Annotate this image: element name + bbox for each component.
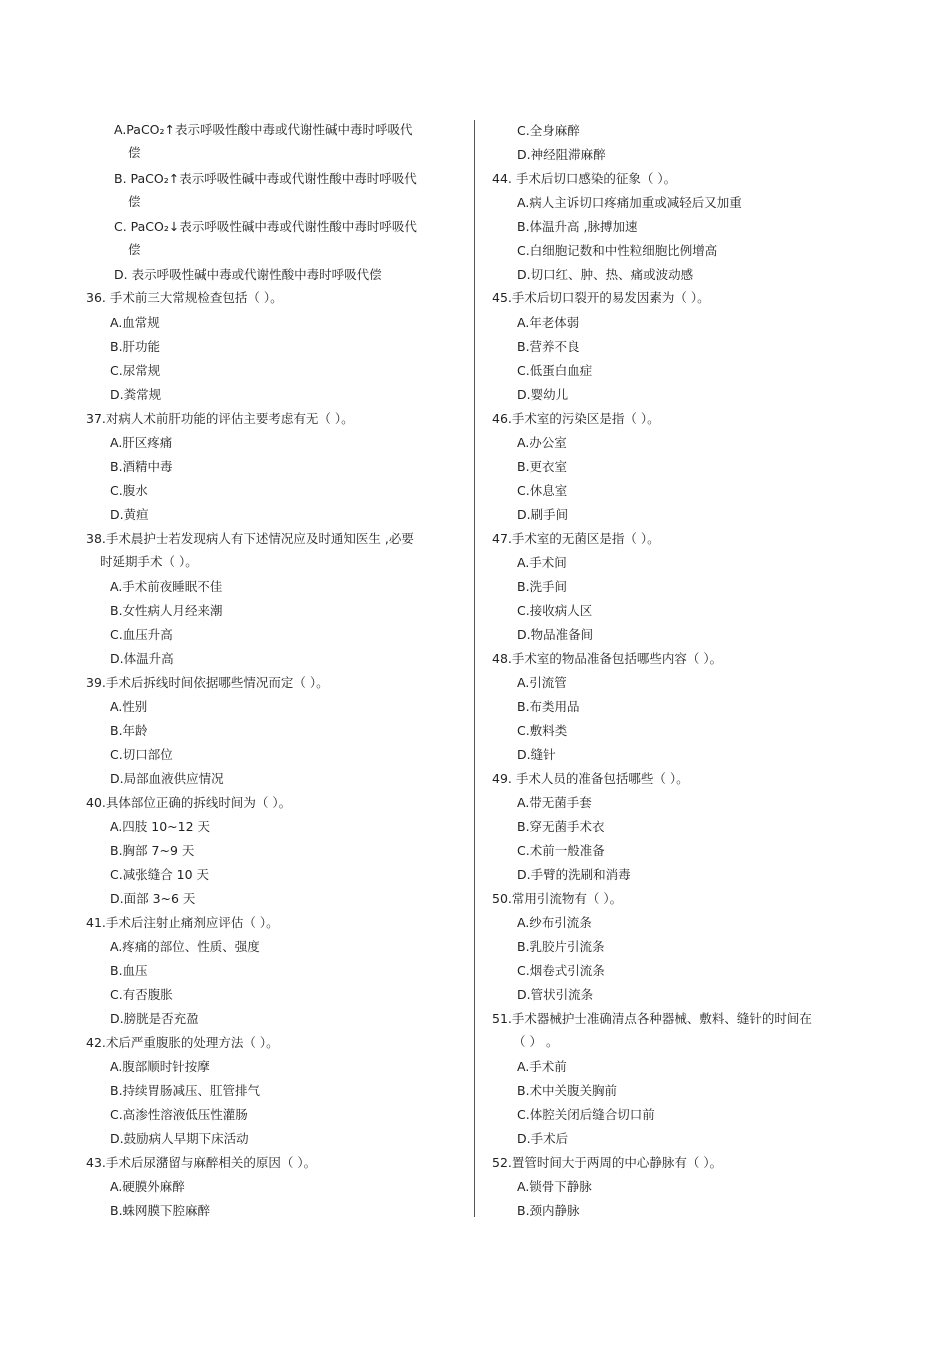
option-text: A.病人主诉切口疼痛加重或减轻后又加重 xyxy=(517,195,742,210)
option-text: B.穿无菌手术衣 xyxy=(517,819,605,834)
option-text: D.切口红、肿、热、痛或波动感 xyxy=(517,267,694,282)
option-text: A.硬膜外麻醉 xyxy=(110,1179,185,1194)
option-text: D.婴幼儿 xyxy=(517,387,569,402)
option-text: C.腹水 xyxy=(110,483,148,498)
option-text: A.纱布引流条 xyxy=(517,915,592,930)
option-text: B.布类用品 xyxy=(517,699,580,714)
option-text: C.切口部位 xyxy=(110,747,173,762)
option-text: B.洗手间 xyxy=(517,579,568,594)
option-text: B.营养不良 xyxy=(517,339,580,354)
option-text: D.黄疸 xyxy=(110,507,149,522)
option-text: C.术前一般准备 xyxy=(517,843,605,858)
option-text: C.白细胞记数和中性粒细胞比例增高 xyxy=(517,243,718,258)
option-text: A.引流管 xyxy=(517,675,567,690)
option-text: C.休息室 xyxy=(517,483,568,498)
option-text: A.性别 xyxy=(110,699,148,714)
option-text: C. PaCO₂↓表示呼吸性碱中毒或代谢性酸中毒时呼吸代 xyxy=(114,219,417,234)
option-text: D.面部 3~6 天 xyxy=(110,891,196,906)
option-text: 偿 xyxy=(128,194,141,209)
option-text: D.管状引流条 xyxy=(517,987,594,1002)
option-text: C.接收病人区 xyxy=(517,603,593,618)
option-text: B.术中关腹关胸前 xyxy=(517,1083,618,1098)
option-text: 偿 xyxy=(128,145,141,160)
question-stem: 46.手术室的污染区是指（ ）。 xyxy=(492,411,660,426)
option-text: D. 表示呼吸性碱中毒或代谢性酸中毒时呼吸代偿 xyxy=(114,267,382,282)
option-text: A.手术间 xyxy=(517,555,567,570)
option-text: B.体温升高 ,脉搏加速 xyxy=(517,219,638,234)
option-text: A.手术前夜睡眠不佳 xyxy=(110,579,223,594)
option-text: B.胸部 7~9 天 xyxy=(110,843,195,858)
option-text: C.低蛋白血症 xyxy=(517,363,593,378)
option-text: A.年老体弱 xyxy=(517,315,580,330)
question-stem: 51.手术器械护士准确清点各种器械、敷料、缝针的时间在 xyxy=(492,1011,812,1026)
question-stem: 50.常用引流物有（ ）。 xyxy=(492,891,623,906)
option-text: A.肝区疼痛 xyxy=(110,435,173,450)
option-text: D.物品准备间 xyxy=(517,627,594,642)
option-text: D.局部血液供应情况 xyxy=(110,771,224,786)
question-stem: 37.对病人术前肝功能的评估主要考虑有无（ ）。 xyxy=(86,411,354,426)
option-text: D.神经阻滞麻醉 xyxy=(517,147,606,162)
option-text: D.膀胱是否充盈 xyxy=(110,1011,199,1026)
option-text: C.血压升高 xyxy=(110,627,173,642)
question-stem: 47.手术室的无菌区是指（ ）。 xyxy=(492,531,660,546)
option-text: B. PaCO₂↑表示呼吸性碱中毒或代谢性酸中毒时呼吸代 xyxy=(114,171,417,186)
option-text: B.血压 xyxy=(110,963,148,978)
question-stem: 45.手术后切口裂开的易发因素为（ ）。 xyxy=(492,290,710,305)
question-stem: 43.手术后尿潴留与麻醉相关的原因（ ）。 xyxy=(86,1155,317,1170)
option-text: B.蛛网膜下腔麻醉 xyxy=(110,1203,211,1218)
option-text: B.女性病人月经来潮 xyxy=(110,603,223,618)
option-text: B.颈内静脉 xyxy=(517,1203,580,1218)
option-text: D.粪常规 xyxy=(110,387,162,402)
option-text: C.尿常规 xyxy=(110,363,161,378)
option-text: A.带无菌手套 xyxy=(517,795,592,810)
question-stem: 40.具体部位正确的拆线时间为（ ）。 xyxy=(86,795,292,810)
option-text: A.四肢 10~12 天 xyxy=(110,819,211,834)
question-stem-continued: （ ） 。 xyxy=(513,1034,559,1049)
option-text: C.体腔关闭后缝合切口前 xyxy=(517,1107,655,1122)
option-text: B.年龄 xyxy=(110,723,148,738)
question-stem: 44. 手术后切口感染的征象（ ）。 xyxy=(492,171,677,186)
question-stem: 39.手术后拆线时间依据哪些情况而定（ ）。 xyxy=(86,675,329,690)
option-text: A.腹部顺时针按摩 xyxy=(110,1059,210,1074)
question-stem: 36. 手术前三大常规检查包括（ ）。 xyxy=(86,290,283,305)
option-text: A.锁骨下静脉 xyxy=(517,1179,592,1194)
option-text: B.酒精中毒 xyxy=(110,459,173,474)
option-text: C.全身麻醉 xyxy=(517,123,580,138)
option-text: B.乳胶片引流条 xyxy=(517,939,605,954)
option-text: A.疼痛的部位、性质、强度 xyxy=(110,939,260,954)
option-text: D.手术后 xyxy=(517,1131,569,1146)
option-text: D.刷手间 xyxy=(517,507,569,522)
question-stem: 48.手术室的物品准备包括哪些内容（ ）。 xyxy=(492,651,723,666)
option-text: C.高渗性溶液低压性灌肠 xyxy=(110,1107,248,1122)
option-text: B.更衣室 xyxy=(517,459,568,474)
option-text: 偿 xyxy=(128,242,141,257)
option-text: B.持续胃肠减压、肛管排气 xyxy=(110,1083,261,1098)
option-text: D.手臂的洗刷和消毒 xyxy=(517,867,631,882)
question-stem: 38.手术晨护士若发现病人有下述情况应及时通知医生 ,必要 xyxy=(86,531,414,546)
option-text: A.办公室 xyxy=(517,435,567,450)
option-text: B.肝功能 xyxy=(110,339,161,354)
question-stem: 52.置管时间大于两周的中心静脉有（ ）。 xyxy=(492,1155,723,1170)
question-stem: 41.手术后注射止痛剂应评估（ ）。 xyxy=(86,915,279,930)
column-divider xyxy=(474,120,475,1217)
option-text: D.鼓励病人早期下床活动 xyxy=(110,1131,249,1146)
option-text: A.血常规 xyxy=(110,315,160,330)
option-text: D.缝针 xyxy=(517,747,556,762)
option-text: C.有否腹胀 xyxy=(110,987,173,1002)
question-stem: 49. 手术人员的准备包括哪些（ ）。 xyxy=(492,771,689,786)
question-stem: 42.术后严重腹胀的处理方法（ ）。 xyxy=(86,1035,279,1050)
question-stem-continued: 时延期手术（ ）。 xyxy=(100,554,198,569)
option-text: A.手术前 xyxy=(517,1059,567,1074)
option-text: C.烟卷式引流条 xyxy=(517,963,605,978)
option-text: D.体温升高 xyxy=(110,651,174,666)
option-text: A.PaCO₂↑表示呼吸性酸中毒或代谢性碱中毒时呼吸代 xyxy=(114,122,413,137)
option-text: C.敷料类 xyxy=(517,723,568,738)
option-text: C.减张缝合 10 天 xyxy=(110,867,210,882)
